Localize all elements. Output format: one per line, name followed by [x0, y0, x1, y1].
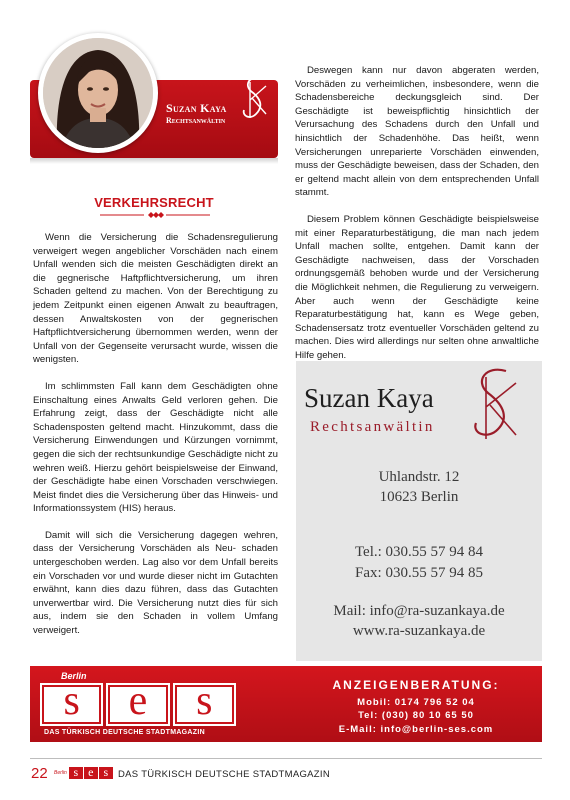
author-portrait [38, 33, 158, 153]
sk-monogram-icon [238, 74, 270, 122]
author-name: Suzan Kaya [166, 101, 227, 115]
lawyer-business-card [296, 361, 542, 661]
article-paragraph: Wenn die Versicherung die Schadensregulierung verweigert wegen angeblicher Vorschäden nach einem Unfall wenden sich die meisten Geschädigten direkt an die gegnerische Haftpflichtversicherung, um ihren Schaden geltend zu machen. Von der Berechtigung zu jedem Zeitpunkt einen eigenen Anwalt zu beauftragen, dessen Anwaltskosten von der gegnerischen Haftpflichtversicherung übernommen werden, wenn der Unfall von der Gegenseite verursacht wurde, wissen die wenigsten. [33, 232, 278, 366]
ad-mobile-number: Mobil: 0174 796 52 04 [357, 697, 475, 708]
article-paragraph: Im schlimmsten Fall kann dem Geschädigten ohne Einschaltung eines Anwalts Geld verloren gehen. Die Erfahrung zeigt, dass der Geschädigte nicht alle Schadensposten geltend macht. Hinzukommt, dass die Versicherung Einwendungen und Kürzungen vornimmt, gegen die sich der rechtsunkundige Geschädigte nicht zu wehren weiß. Hierzu gehört beispielsweise der Einwand, der Geschädigte habe einen Vorschaden verschwiegen. Meist findet dies die Versicherung über das Hinweis- und Informationssystem (HIS) heraus. [33, 380, 278, 515]
ad-phone-number: Tel: (030) 80 10 65 50 [358, 710, 474, 721]
ad-email: E-Mail: info@berlin-ses.com [338, 724, 494, 735]
footer-logo-city: Berlin [54, 770, 67, 776]
footer-ses-logo [54, 767, 113, 779]
ses-logo-letter: e [106, 683, 169, 726]
footer-logo-letter: e [84, 767, 98, 779]
footer-logo-letter: s [69, 767, 83, 779]
author-title: Rechtsanwältin [166, 116, 226, 125]
article-paragraph: Damit will sich die Versicherung dagegen wehren, dass der Versicherung Vorschäden als Neu- schaden untergeschoben werden. Lag also vor dem Unfall bereits ein Vorschaden vor und wurde dieser nicht im Gutachten erwähnt, kann dies dazu führen, dass das Gutachten unverwertbar wird. Die Versicherung nutzt dies für sich aus, indem sie den Schaden in vollem Umfang verweigert. [33, 529, 278, 637]
sk-monogram-icon [464, 365, 522, 443]
card-street: Uhlandstr. 12 [378, 469, 460, 485]
section-title: VERKEHRSRECHT [94, 195, 214, 210]
card-name: Suzan Kaya [304, 383, 434, 413]
ses-logo-letter: s [173, 683, 236, 726]
card-profession: Rechtsanwältin [310, 419, 435, 435]
card-fax: Fax: 030.55 57 94 85 [355, 565, 483, 581]
article-paragraph: Diesem Problem können Geschädigte beispielsweise mit einer Reparaturbestätigung, die man nach jedem Unfall machen sollte, entgehen. Damit kann der Geschädigte nachweisen, dass der Vorschaden ordnungsgemäß behoben wurde und der Versicherung die Möglichkeit nehmen, die Regulierung zu verweigern. Aber auch wenn der Geschädigte keine Reparaturbestätigung hat, kann es Wege geben, Schadensersatz trotz eventueller Vorschäden geltend zu machen. Dies wird allerdings nur selten ohne anwaltliche Hilfe gehen. [295, 213, 539, 361]
article-column-left [33, 231, 278, 651]
footer-caption: DAS TÜRKISCH DEUTSCHE STADTMAGAZIN [118, 769, 331, 780]
footer-divider [30, 758, 542, 759]
article-column-right [295, 64, 539, 375]
ses-logo-city: Berlin [61, 671, 87, 681]
page-number: 22 [31, 765, 48, 782]
ses-logo-tagline: DAS TÜRKISCH DEUTSCHE STADTMAGAZIN [44, 729, 205, 736]
card-email: Mail: info@ra-suzankaya.de [333, 603, 505, 619]
ses-logo [40, 678, 236, 726]
card-website: www.ra-suzankaya.de [352, 623, 486, 639]
card-city: 10623 Berlin [379, 489, 459, 505]
footer-logo-letter: s [99, 767, 113, 779]
ad-title: ANZEIGENBERATUNG: [332, 678, 500, 692]
ses-logo-letter: s [40, 683, 103, 726]
section-divider-ornament [100, 211, 210, 219]
portrait-photo-icon [43, 38, 153, 148]
card-phone: Tel.: 030.55 57 94 84 [354, 544, 484, 560]
article-paragraph: Deswegen kann nur davon abgeraten werden, Vorschäden zu verheimlichen, insbesondere, wenn die Schadensbereiche deckungsgleich sind. Der Geschädigte ist beweispflichtig hinsichtlich der Verursachung des Schadens durch den Unfall und hinsichtlich der Schadenhöhe. Das heißt, wenn Versicherungen unreparierte Vorschäden einwenden, muss der Geschädigte beweisen, dass der Schaden, den er geltend macht allein von dem entsprechenden Unfall stammt. [295, 65, 539, 199]
